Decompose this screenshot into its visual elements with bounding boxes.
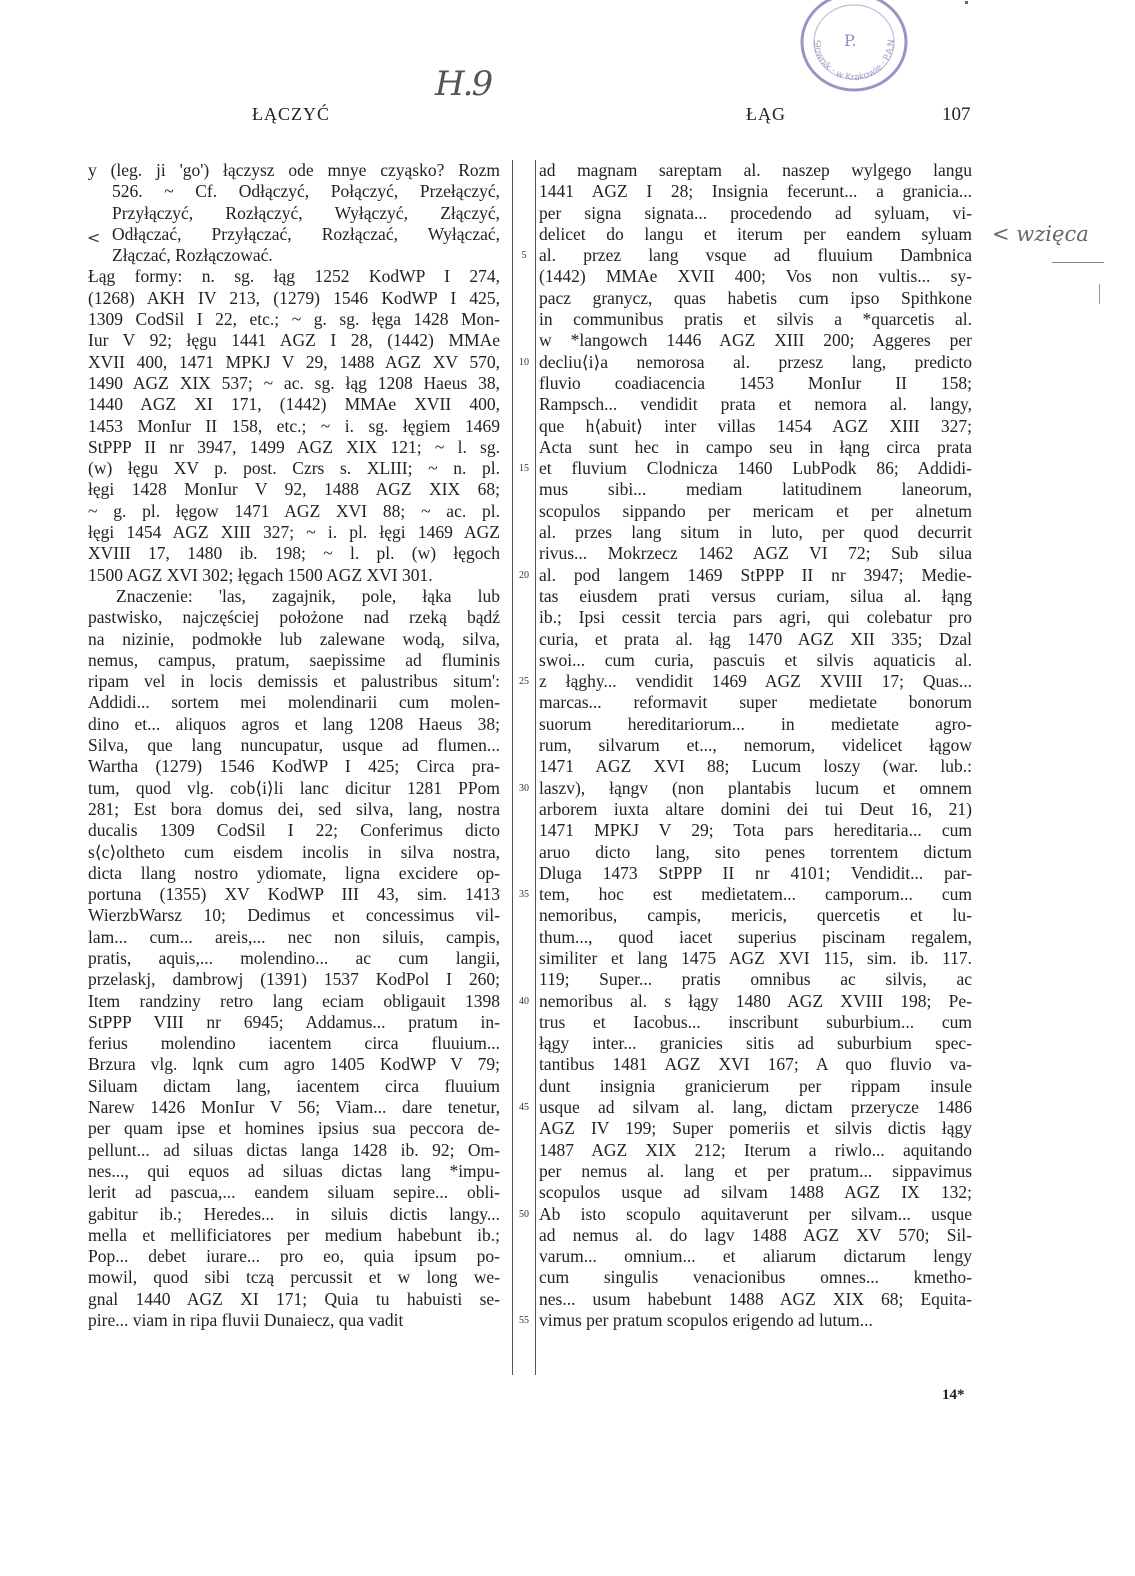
- text-line: Dluga 1473 StPPP II nr 4101; Vendidit... par-: [539, 862, 972, 883]
- handwritten-margin-note: < wzięca: [992, 222, 1089, 246]
- text-line: scopulos usque ad silvam 1488 AGZ IX 132;: [539, 1182, 972, 1203]
- text-line: XVIII 17, 1480 ib. 198; ~ l. pl. (w) łęgoch: [88, 543, 500, 564]
- text-line: aruo dicto lang, sito penes torrentem dictum: [539, 841, 972, 862]
- text-line: 1441 AGZ I 28; Insignia fecerunt... a granicia...: [539, 181, 972, 202]
- text-line: vimus per pratum scopulos erigendo ad lutum...: [539, 1310, 873, 1331]
- text-line: rivus... Mokrzecz 1462 AGZ VI 72; Sub silua: [539, 543, 972, 564]
- text-line: łągy inter... granicies sitis ad suburbium spec-: [539, 1033, 972, 1054]
- text-line: pastwisko, najczęściej położone nad rzeką bądź: [88, 607, 500, 628]
- text-line: swoi... cum curia, pascuis et silvis aquaticis al.: [539, 649, 972, 670]
- text-line: Ab isto scopulo aquitaverunt per silvam... usque: [539, 1203, 972, 1224]
- text-line: nemus, campus, pratum, saepissime ad fluminis: [88, 649, 500, 670]
- library-stamp: [792, 0, 917, 98]
- text-line: fluvio coadiacencia 1453 MonIur II 158;: [539, 372, 972, 393]
- line-number: 55: [519, 1315, 529, 1327]
- text-line: Narew 1426 MonIur V 56; Viam... dare tenetur,: [88, 1097, 500, 1118]
- svg-text:Słownik · w Krakowie · P.A.N.: Słownik · w Krakowie · P.A.N: [810, 39, 898, 84]
- text-line: AGZ IV 199; Super pomeriis et silvis dictis łągy: [539, 1118, 972, 1139]
- text-line: 1487 AGZ XIX 212; Iterum a riwlo... aquitando: [539, 1139, 972, 1160]
- text-line: Złączać, Rozłączować.: [112, 245, 273, 266]
- text-line: Znaczenie: 'las, zagajnik, pole, łąka lub: [116, 585, 500, 606]
- text-line: pacz granycz, quas habetis cum ipso Spithkone: [539, 287, 972, 308]
- text-line: Pop... debet iurare... pro eo, quia ipsum po-: [88, 1246, 500, 1267]
- text-line: nemoribus, campis, mericis, quercetis et lu-: [539, 905, 972, 926]
- text-line: arborem iuxta altare domini dei tui Deut 16, 21): [539, 798, 972, 819]
- text-line: in communibus pratis et silvis a *quarcetis al.: [539, 309, 972, 330]
- signature-mark: 14*: [942, 1387, 965, 1403]
- text-line: 119; Super... pratis omnibus ac silvis, ac: [539, 969, 972, 990]
- text-line: Siluam dictam lang, iacentem circa fluuium: [88, 1075, 500, 1096]
- text-line: per nemus al. lang et per pratum... sippavimus: [539, 1160, 972, 1181]
- text-line: łęgi 1454 AGZ XIII 327; ~ i. pl. łęgi 1469 AGZ: [88, 522, 500, 543]
- text-line: ripam vel in locis demissis et palustribus situm':: [88, 671, 500, 692]
- text-line: al. przez lang vsque ad fluuium Dambnica: [539, 245, 972, 266]
- text-line: 281; Est bora domus dei, sed silva, lang, nostra: [88, 798, 500, 819]
- handwritten-caret: <: [87, 228, 101, 247]
- line-number: 5: [521, 250, 527, 262]
- text-line: ad nemus al. do lagv 1488 AGZ XV 570; Sil-: [539, 1224, 972, 1245]
- text-line: 1309 CodSil I 22, etc.; ~ g. sg. łęga 1428 Mon-: [88, 309, 500, 330]
- text-line: Rampsch... vendidit prata et nemora al. langy,: [539, 394, 972, 415]
- text-line: similiter et lang 1475 AGZ XVI 115, sim. ib. 117.: [539, 947, 972, 968]
- text-line: portuna (1355) XV KodWP III 43, sim. 1413: [88, 884, 500, 905]
- text-line: 1453 MonIur II 158, etc.; ~ i. sg. łęgiem 1469: [88, 415, 500, 436]
- text-line: łęgi 1428 MonIur V 92, 1488 AGZ XIX 68;: [88, 479, 500, 500]
- handwritten-underline: [1052, 262, 1104, 263]
- text-line: ib.; Ipsi cessit tercia pars agri, qui colebatur pro: [539, 607, 972, 628]
- text-line: 1471 MPKJ V 29; Tota pars hereditaria... cum: [539, 820, 972, 841]
- running-head-right: ŁĄG: [746, 104, 786, 124]
- text-line: scopulos sippando per mericam et per alnetum: [539, 500, 972, 521]
- text-line: delicet do langu et iterum per eandem syluam: [539, 223, 972, 244]
- text-line: Iur V 92; łęgu 1441 AGZ I 28, (1442) MMAe: [88, 330, 500, 351]
- text-line: gnal 1440 AGZ XI 171; Quia tu habuisti se-: [88, 1288, 500, 1309]
- line-number: 30: [519, 782, 529, 794]
- line-number: 25: [519, 676, 529, 688]
- text-line: et fluvium Clodnicza 1460 LubPodk 86; Addidi-: [539, 458, 972, 479]
- text-line: tas eiusdem prati versus curiam, silua al. łąng: [539, 585, 972, 606]
- text-line: per signa signata... procedendo ad syluam, vi-: [539, 202, 972, 223]
- text-line: trus et Iacobus... inscribunt suburbium... cum: [539, 1011, 972, 1032]
- text-line: Silva, que lang nuncupatur, usque ad flumen...: [88, 735, 500, 756]
- running-head-left: ŁĄCZYĆ: [252, 104, 330, 124]
- text-line: StPPP II nr 3947, 1499 AGZ XIX 121; ~ l. sg.: [88, 436, 500, 457]
- text-line: cum singulis venacionibus omnes... kmetho-: [539, 1267, 972, 1288]
- text-line: (1268) AKH IV 213, (1279) 1546 KodWP I 425,: [88, 287, 500, 308]
- text-line: s⟨c⟩oltheto cum eisdem incolis in silva nostra,: [88, 841, 500, 862]
- text-line: Łąg formy: n. sg. łąg 1252 KodWP I 274,: [88, 266, 500, 287]
- text-line: lam... cum... areis,... nec non siluis, campis,: [88, 926, 500, 947]
- line-number: 10: [519, 356, 529, 368]
- line-number: 35: [519, 889, 529, 901]
- text-line: nes..., qui equos ad siluas dictas lang *impu-: [88, 1160, 500, 1181]
- text-line: dunt insignia granicierum per rippam insule: [539, 1075, 972, 1096]
- text-line: XVII 400, 1471 MPKJ V 29, 1488 AGZ XV 570,: [88, 351, 500, 372]
- text-line: Addidi... sortem mei molendinarii cum molen-: [88, 692, 500, 713]
- speck: [965, 1, 968, 4]
- text-line: (w) łęgu XV p. post. Czrs s. XLIII; ~ n. pl.: [88, 458, 500, 479]
- text-line: al. pod langem 1469 StPPP II nr 3947; Medie-: [539, 564, 972, 585]
- text-line: ~ g. pl. łęgow 1471 AGZ XVI 88; ~ ac. pl.: [88, 500, 500, 521]
- handwritten-annotation: H.9: [435, 64, 492, 104]
- text-line: mowil, quod sibi tczą percussit et w long we-: [88, 1267, 500, 1288]
- text-line: Brzura vlg. lqnk cum agro 1405 KodWP V 79;: [88, 1054, 500, 1075]
- text-line: ad magnam sareptam al. naszep wylgego langu: [539, 160, 972, 180]
- page-number: 107: [942, 104, 971, 125]
- text-line: nes... usum habebunt 1488 AGZ XIX 68; Equita-: [539, 1288, 972, 1309]
- text-line: marcas... reformavit super medietate bonorum: [539, 692, 972, 713]
- svg-text:P.: P.: [844, 31, 857, 50]
- text-line: 1490 AGZ XIX 537; ~ ac. sg. łąg 1208 Haeus 38,: [88, 372, 500, 393]
- text-line: 1500 AGZ XVI 302; łęgach 1500 AGZ XVI 301.: [88, 564, 433, 585]
- text-line: usque ad silvam al. lang, dictam przerycze 1486: [539, 1097, 972, 1118]
- text-line: que h⟨abuit⟩ inter villas 1454 AGZ XIII 327;: [539, 415, 972, 436]
- text-line: tantibus 1481 AGZ XVI 167; A quo fluvio va-: [539, 1054, 972, 1075]
- left-column: [88, 160, 500, 1331]
- text-line: StPPP VIII nr 6945; Addamus... pratum in-: [88, 1011, 500, 1032]
- text-line: suorum hereditariorum... in medietate agro-: [539, 713, 972, 734]
- text-line: y (leg. ji 'go') łączysz ode mnye czyąsko? Rozm: [88, 160, 500, 180]
- column-rule-left: [512, 160, 513, 1375]
- line-number: 45: [519, 1102, 529, 1114]
- text-line: tem, hoc est medietatem... camporum... cum: [539, 884, 972, 905]
- text-line: rum, silvarum et..., nemorum, videlicet łągow: [539, 735, 972, 756]
- line-number: 50: [519, 1208, 529, 1220]
- text-line: decliu⟨i⟩a nemorosa al. przesz lang, predicto: [539, 351, 972, 372]
- column-rule-right: [535, 160, 536, 1375]
- text-line: na nizinie, podmokłe lub zalewane wodą, silva,: [88, 628, 500, 649]
- text-line: varum... omnium... et aliarum dictarum lengy: [539, 1246, 972, 1267]
- text-line: thum..., quod iacet superius piscinam regalem,: [539, 926, 972, 947]
- text-line: nemoribus al. s łągy 1480 AGZ XVIII 198; Pe-: [539, 990, 972, 1011]
- text-line: Item randziny retro lang eciam obligauit 1398: [88, 990, 500, 1011]
- text-line: tum, quod vlg. cob⟨i⟩li lanc dicitur 1281 PPom: [88, 777, 500, 798]
- text-line: Wartha (1279) 1546 KodWP I 425; Circa pra-: [88, 756, 500, 777]
- text-line: dicta llang nostro ydiomate, ligna excidere op-: [88, 862, 500, 883]
- text-line: 1471 AGZ XVI 88; Lucum loszy (war. lub.:: [539, 756, 972, 777]
- text-line: per quam ipse et homines ipsius sua peccora de-: [88, 1118, 500, 1139]
- text-line: ferius molendino iacentem circa fluuium...: [88, 1033, 500, 1054]
- text-line: w *langowch 1446 AGZ XIII 200; Aggeres per: [539, 330, 972, 351]
- text-line: (1442) MMAe XVII 400; Vos non vultis... sy-: [539, 266, 972, 287]
- text-line: laszv), łąngv (non plantabis lucum et omnem: [539, 777, 972, 798]
- text-line: curia, et prata al. łąg 1470 AGZ XII 335; Dzal: [539, 628, 972, 649]
- text-line: pire... viam in ripa fluvii Dunaiecz, qua vadit: [88, 1310, 404, 1331]
- line-number: 40: [519, 995, 529, 1007]
- text-line: ducalis 1309 CodSil I 22; Conferimus dicto: [88, 820, 500, 841]
- text-line: WierzbWarsz 10; Dedimus et concessimus vil-: [88, 905, 500, 926]
- line-number: 15: [519, 463, 529, 475]
- text-line: pellunt... ad siluas dictas langa 1428 ib. 92; Om-: [88, 1139, 500, 1160]
- line-number: 20: [519, 569, 529, 581]
- text-line: Acta sunt hec in campo seu in łąng circa prata: [539, 436, 972, 457]
- text-line: pratis, aquis,... molendino... ac cum langii,: [88, 947, 500, 968]
- text-line: dino et... aliquos agros et lang 1208 Haeus 38;: [88, 713, 500, 734]
- text-line: mella et mellificiatores per medium habebunt ib.;: [88, 1224, 500, 1245]
- text-line: al. przes lang situm in luto, per quod decurrit: [539, 522, 972, 543]
- right-column: [539, 160, 972, 1331]
- text-line: z łąghy... vendidit 1469 AGZ XVIII 17; Quas...: [539, 671, 972, 692]
- text-line: mus sibi... mediam latitudinem laneorum,: [539, 479, 972, 500]
- text-line: 526. ~ Cf. Odłączyć, Połączyć, Przełączyć,: [112, 181, 500, 202]
- handwritten-tick: [1099, 284, 1100, 304]
- text-line: lerit ad pascua,... eandem siluam sepire... obli-: [88, 1182, 500, 1203]
- text-line: gabitur ib.; Heredes... in siluis dictis langy...: [88, 1203, 500, 1224]
- text-line: 1440 AGZ XI 171, (1442) MMAe XVII 400,: [88, 394, 500, 415]
- text-line: przelaskj, dambrowj (1391) 1537 KodPol I 260;: [88, 969, 500, 990]
- text-line: Odłączać, Przyłączać, Rozłączać, Wyłączać,: [112, 223, 500, 244]
- text-line: Przyłączyć, Rozłączyć, Wyłączyć, Złączyć,: [112, 202, 500, 223]
